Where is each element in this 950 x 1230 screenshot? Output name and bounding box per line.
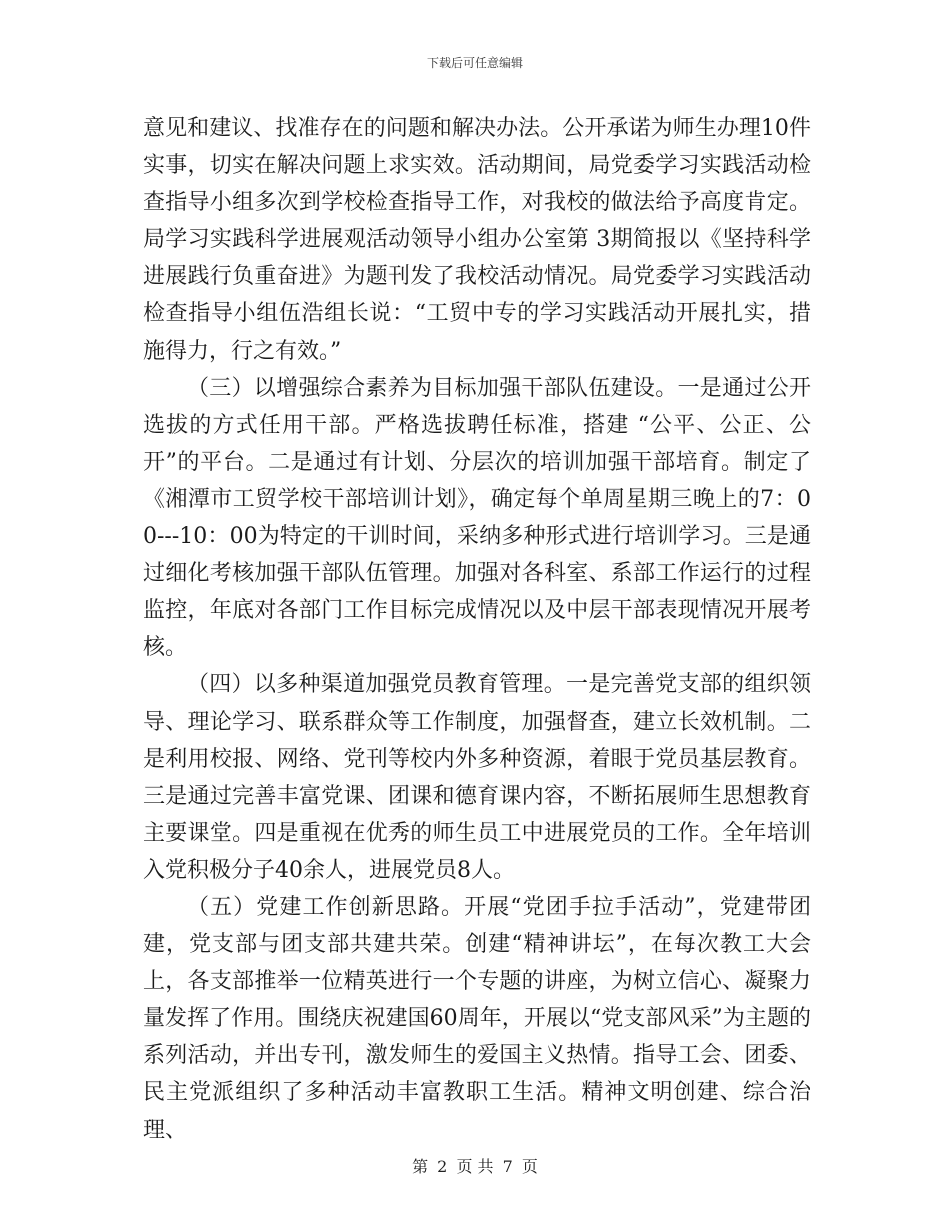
- paragraph-1: 意见和建议、找准存在的问题和解决办法。公开承诺为师生办理10件实事，切实在解决问题上求实效。活动期间，局党委学习实践活动检查指导小组多次到学校检查指导工作，对我校的做法给予高度肯定。局学习实践科学进展观活动领导小组办公室第 3期简报以《坚持科学进展践行负重奋进》为题刊发了我校活动情况。局党委学习实践活动检查指导小组伍浩组长说：“工贸中专的学习实践活动开展扎实，措施得力，行之有效。”: [143, 116, 811, 364]
- footer-suffix: 页: [521, 1157, 538, 1176]
- footer-current-page: 2: [437, 1157, 448, 1176]
- page-header-note: 下载后可任意编辑: [426, 56, 523, 70]
- footer-total-pages: 7: [502, 1157, 513, 1176]
- document-body: [143, 110, 811, 1149]
- paragraph-4: （五）党建工作创新思路。开展“党团手拉手活动”，党建带团建，党支部与团支部共建共荣。创建“精神讲坛”，在每次教工大会上，各支部推举一位精英进行一个专题的讲座，为树立信心、凝聚力量发挥了作用。围绕庆祝建国60周年，开展以“党支部风采”为主题的系列活动，并出专刊，激发师生的爱国主义热情。指导工会、团委、民主党派组织了多种活动丰富教职工生活。精神文明创建、综合治理、: [143, 894, 811, 1143]
- footer-prefix: 第: [412, 1157, 429, 1176]
- footer-middle: 页 共: [456, 1157, 494, 1176]
- paragraph-3: （四）以多种渠道加强党员教育管理。一是完善党支部的组织领导、理论学习、联系群众等工作制度，加强督查，建立长效机制。二是利用校报、网络、党刊等校内外多种资源，着眼于党员基层教育。三是通过完善丰富党课、团课和德育课内容，不断拓展师生思想教育主要课堂。四是重视在优秀的师生员工中进展党员的工作。全年培训入党积极分子40余人，进展党员8人。: [143, 672, 811, 883]
- page-footer: [0, 1154, 950, 1177]
- paragraph-2: （三）以增强综合素养为目标加强干部队伍建设。一是通过公开选拔的方式任用干部。严格选拔聘任标准，搭建 “公平、公正、公开”的平台。二是通过有计划、分层次的培训加强干部培育。制定了《湘潭市工贸学校干部培训计划》，确定每个单周星期三晚上的7：00---10：00为特定的干训时间，采纳多种形式进行培训学习。三是通过细化考核加强干部队伍管理。加强对各科室、系部工作运行的过程监控，年底对各部门工作目标完成情况以及中层干部表现情况开展考核。: [143, 375, 811, 661]
